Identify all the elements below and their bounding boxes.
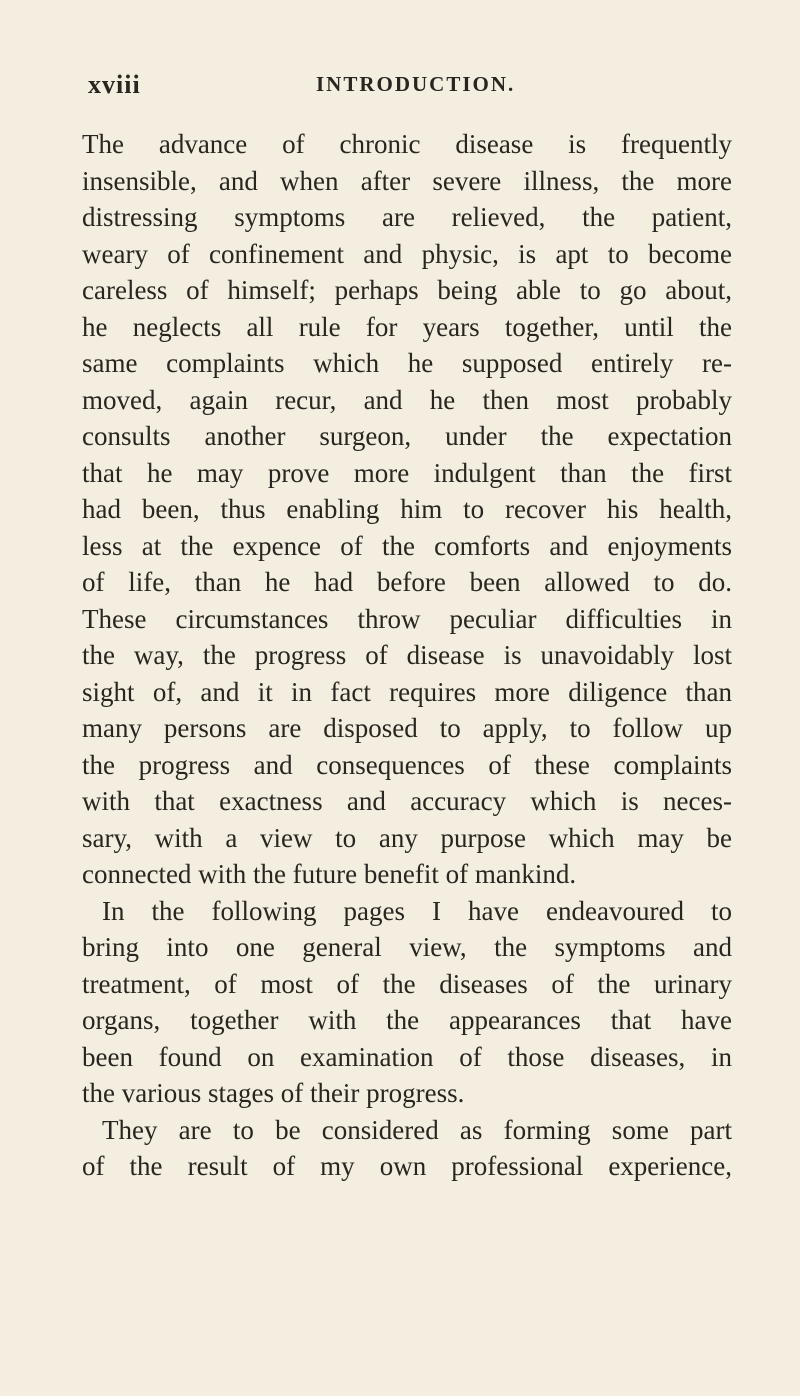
text-line: They are to be considered as forming some part [102,1114,732,1145]
text-line: bring into one general view, the symptoms and [82,932,732,962]
text-line: consults another surgeon, under the expectation [82,421,732,451]
text-line: sary, with a view to any purpose which may be [82,822,732,853]
page-number: xviii [88,70,141,99]
body-text [82,126,732,1185]
text-line: organs, together with the appearances that have [82,1005,732,1035]
text-line: sight of, and it in fact requires more diligence than [82,676,732,707]
text-line: the way, the progress of disease is unavoidably lost [82,640,732,670]
text-line: same complaints which he supposed entirely re- [82,348,732,378]
running-head: INTRODUCTION. [316,72,516,96]
text-line: with that exactness and accuracy which is neces- [82,786,732,816]
text-line: connected with the future benefit of mankind. [82,859,577,889]
text-line: moved, again recur, and he then most probably [82,384,732,415]
text-line: less at the expence of the comforts and enjoyments [82,530,732,561]
text-line: of life, than he had before been allowed to do. [82,567,732,597]
text-line: of the result of my own professional experience, [82,1151,732,1181]
text-line: that he may prove more indulgent than the first [82,457,732,488]
text-line: many persons are disposed to apply, to follow up [82,713,732,743]
text-line: insensible, and when after severe illness, the more [82,165,732,196]
text-line: had been, thus enabling him to recover his health, [82,494,732,524]
page-header [88,70,728,106]
text-line: the progress and consequences of these complaints [82,749,732,780]
text-line: weary of confinement and physic, is apt to become [82,238,732,269]
text-line: he neglects all rule for years together, until the [82,311,732,342]
text-line: been found on examination of those diseases, in [82,1041,732,1072]
text-line: the various stages of their progress. [82,1078,465,1108]
text-line: These circumstances throw peculiar difficulties in [82,603,732,634]
text-line: careless of himself; perhaps being able to go about, [82,275,732,305]
text-line: distressing symptoms are relieved, the patient, [82,202,732,232]
text-line: In the following pages I have endeavoured to [102,895,732,926]
text-line: The advance of chronic disease is frequently [82,129,732,159]
text-line: treatment, of most of the diseases of the urinary [82,968,732,999]
